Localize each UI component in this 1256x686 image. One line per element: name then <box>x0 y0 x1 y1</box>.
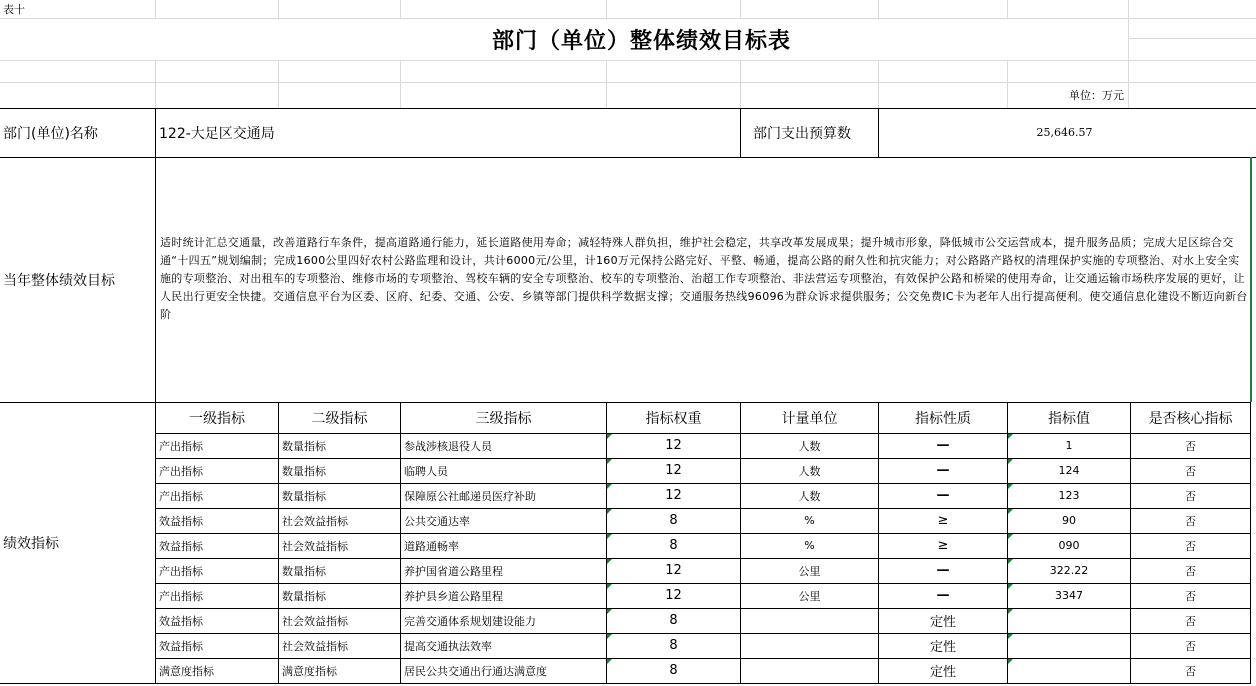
cell-error-marker <box>1008 659 1013 664</box>
cell-core[interactable]: 否 <box>1185 514 1196 528</box>
cell-level1[interactable]: 产出指标 <box>159 564 203 578</box>
cell-weight[interactable]: 12 <box>665 488 682 503</box>
cell-level1[interactable]: 效益指标 <box>159 539 203 553</box>
cell-nature[interactable]: 定性 <box>929 665 956 680</box>
cell-level1[interactable]: 效益指标 <box>159 614 203 628</box>
annual-goal-label: 当年整体绩效目标 <box>3 272 115 289</box>
cell-value[interactable] <box>1008 658 1130 683</box>
cell-level3[interactable]: 养护国省道公路里程 <box>404 564 503 578</box>
cell-error-marker <box>1008 584 1013 589</box>
cell-core[interactable]: 否 <box>1185 464 1196 478</box>
cell-level2[interactable]: 数量指标 <box>282 589 326 603</box>
cell-core[interactable]: 否 <box>1185 614 1196 628</box>
header-value: 指标值 <box>1048 410 1090 427</box>
cell-core[interactable]: 否 <box>1185 539 1196 553</box>
cell-level2[interactable]: 数量指标 <box>282 489 326 503</box>
cell-level1[interactable]: 产出指标 <box>159 439 203 453</box>
cell-level2[interactable]: 数量指标 <box>282 464 326 478</box>
cell-nature[interactable]: — <box>936 438 950 453</box>
cell-error-marker <box>607 659 612 664</box>
header-level3: 三级指标 <box>475 410 532 427</box>
budget-value[interactable]: 25,646.57 <box>1036 126 1093 139</box>
cell-value[interactable]: 90 <box>1062 514 1076 527</box>
cell-error-marker <box>1008 609 1013 614</box>
cell-level2[interactable]: 社会效益指标 <box>282 614 348 628</box>
cell-nature[interactable]: — <box>936 588 950 603</box>
cell-weight[interactable]: 8 <box>669 538 678 553</box>
cell-error-marker <box>607 634 612 639</box>
cell-weight[interactable]: 8 <box>669 513 678 528</box>
cell-level2[interactable]: 满意度指标 <box>282 664 337 678</box>
cell-core[interactable]: 否 <box>1185 639 1196 653</box>
cell-value[interactable]: 3347 <box>1055 589 1083 602</box>
page-title: 部门（单位）整体绩效目标表 <box>491 28 791 54</box>
cell-weight[interactable]: 8 <box>669 663 678 678</box>
cell-level2[interactable]: 社会效益指标 <box>282 514 348 528</box>
cell-unit[interactable]: % <box>804 539 815 552</box>
cell-nature[interactable]: 定性 <box>929 640 956 655</box>
cell-nature[interactable]: 定性 <box>929 615 956 630</box>
cell-value[interactable]: 090 <box>1058 539 1080 552</box>
unit-label: 单位：万元 <box>1069 89 1124 102</box>
perf-indicators-label: 绩效指标 <box>3 535 59 552</box>
header-nature: 指标性质 <box>915 410 971 427</box>
cell-unit[interactable] <box>741 608 878 633</box>
cell-error-marker <box>1008 459 1013 464</box>
cell-nature[interactable]: ≥ <box>937 513 949 528</box>
budget-label: 部门支出预算数 <box>753 125 851 142</box>
cell-core[interactable]: 否 <box>1185 564 1196 578</box>
cell-level3[interactable]: 临聘人员 <box>404 464 448 478</box>
sheet-corner-label: 表十 <box>3 3 25 16</box>
cell-weight[interactable]: 12 <box>665 563 682 578</box>
cell-error-marker <box>607 534 612 539</box>
cell-error-marker <box>1008 484 1013 489</box>
cell-level2[interactable]: 社会效益指标 <box>282 539 348 553</box>
cell-weight[interactable]: 12 <box>665 463 682 478</box>
header-level1: 一级指标 <box>189 410 245 427</box>
cell-error-marker <box>607 559 612 564</box>
header-weight: 指标权重 <box>645 410 702 427</box>
cell-weight[interactable]: 8 <box>669 638 678 653</box>
cell-error-marker <box>1008 634 1013 639</box>
cell-core[interactable]: 否 <box>1185 489 1196 503</box>
cell-level1[interactable]: 效益指标 <box>159 514 203 528</box>
cell-unit[interactable] <box>741 658 878 683</box>
cell-unit[interactable]: 人数 <box>798 439 821 453</box>
cell-value[interactable]: 124 <box>1058 464 1080 477</box>
cell-value[interactable]: 1 <box>1065 439 1073 452</box>
cell-error-marker <box>1008 559 1013 564</box>
cell-unit[interactable]: 公里 <box>798 589 821 603</box>
cell-core[interactable]: 否 <box>1185 439 1196 453</box>
dept-name-value[interactable]: 122-大足区交通局 <box>159 125 275 142</box>
cell-unit[interactable]: 人数 <box>798 464 821 478</box>
cell-level2[interactable]: 数量指标 <box>282 439 326 453</box>
cell-level3[interactable]: 养护县乡道公路里程 <box>404 589 503 603</box>
cell-nature[interactable]: — <box>936 563 950 578</box>
cell-error-marker <box>607 484 612 489</box>
cell-unit[interactable]: % <box>804 514 815 527</box>
cell-level3[interactable]: 提高交通执法效率 <box>404 639 492 653</box>
cell-nature[interactable]: ≥ <box>937 538 949 553</box>
cell-level2[interactable]: 社会效益指标 <box>282 639 348 653</box>
cell-error-marker <box>1008 509 1013 514</box>
cell-level2[interactable]: 数量指标 <box>282 564 326 578</box>
cell-value[interactable] <box>1008 608 1130 633</box>
cell-level3[interactable]: 公共交通达率 <box>404 514 470 528</box>
cell-error-marker <box>1008 434 1013 439</box>
cell-level3[interactable]: 居民公共交通出行通达满意度 <box>404 664 547 678</box>
cell-value[interactable]: 123 <box>1058 489 1080 502</box>
cell-error-marker <box>607 609 612 614</box>
cell-nature[interactable]: — <box>936 463 950 478</box>
header-core: 是否核心指标 <box>1148 410 1233 427</box>
annual-goal-text[interactable]: 适时统计汇总交通量，改善道路行车条件，提高道路通行能力，延长道路使用寿命；减轻特殊人群负担，维护社会稳定，共享改革发展成果；提升城市形象，降低城市公交运营成本，提升服务品质；完成大足区综合交通“十四五”规划编制；完成1600公里四好农村公路监理和设计，共计6000元/公里，计160万元保持公路完好、平整、畅通，提高公路的耐久性和抗灾能力；对公路路产路权的清理保护实施的专项整治、对水上安全实施的专项整治、对出租车的专项整治、维修市场的专项整治、驾校车辆的安全专项整治、校车的专项整治、治超工作专项整治、非法营运专项整治，有效保护公路和桥梁的使用寿命，让交通运输市场秩序发展的更好，让人民出行更安全快捷。交通信息平台为区委、区府、纪委、交通、公安、乡镇等部门提供科学数据支撑；交通服务热线96096为群众诉求提供服务；公交免费IC卡为老年人出行提高便利。使交通信息化建设不断迈向新台阶 <box>160 236 1248 321</box>
cell-error-marker <box>607 434 612 439</box>
cell-value[interactable] <box>1008 633 1130 658</box>
cell-level1[interactable]: 效益指标 <box>159 639 203 653</box>
cell-error-marker <box>607 459 612 464</box>
cell-level1[interactable]: 满意度指标 <box>159 664 214 678</box>
cell-weight[interactable]: 12 <box>665 588 682 603</box>
cell-nature[interactable]: — <box>936 488 950 503</box>
cell-level3[interactable]: 参战涉核退役人员 <box>404 439 492 453</box>
cell-core[interactable]: 否 <box>1185 589 1196 603</box>
cell-level3[interactable]: 完善交通体系规划建设能力 <box>404 614 536 628</box>
cell-level1[interactable]: 产出指标 <box>159 589 203 603</box>
cell-level3[interactable]: 道路通畅率 <box>404 539 459 553</box>
header-unit: 计量单位 <box>781 410 838 427</box>
cell-level1[interactable]: 产出指标 <box>159 464 203 478</box>
cell-unit[interactable]: 人数 <box>798 489 821 503</box>
cell-unit[interactable]: 公里 <box>798 564 821 578</box>
dept-name-label: 部门(单位)名称 <box>3 125 98 142</box>
cell-core[interactable]: 否 <box>1185 664 1196 678</box>
cell-error-marker <box>607 509 612 514</box>
cell-weight[interactable]: 8 <box>669 613 678 628</box>
cell-weight[interactable]: 12 <box>665 438 682 453</box>
cell-unit[interactable] <box>741 633 878 658</box>
cell-error-marker <box>1008 534 1013 539</box>
header-level2: 二级指标 <box>311 410 368 427</box>
cell-value[interactable]: 322.22 <box>1049 564 1089 577</box>
cell-error-marker <box>607 584 612 589</box>
cell-level3[interactable]: 保障原公社邮递员医疗补助 <box>404 489 536 503</box>
cell-level1[interactable]: 产出指标 <box>159 489 203 503</box>
